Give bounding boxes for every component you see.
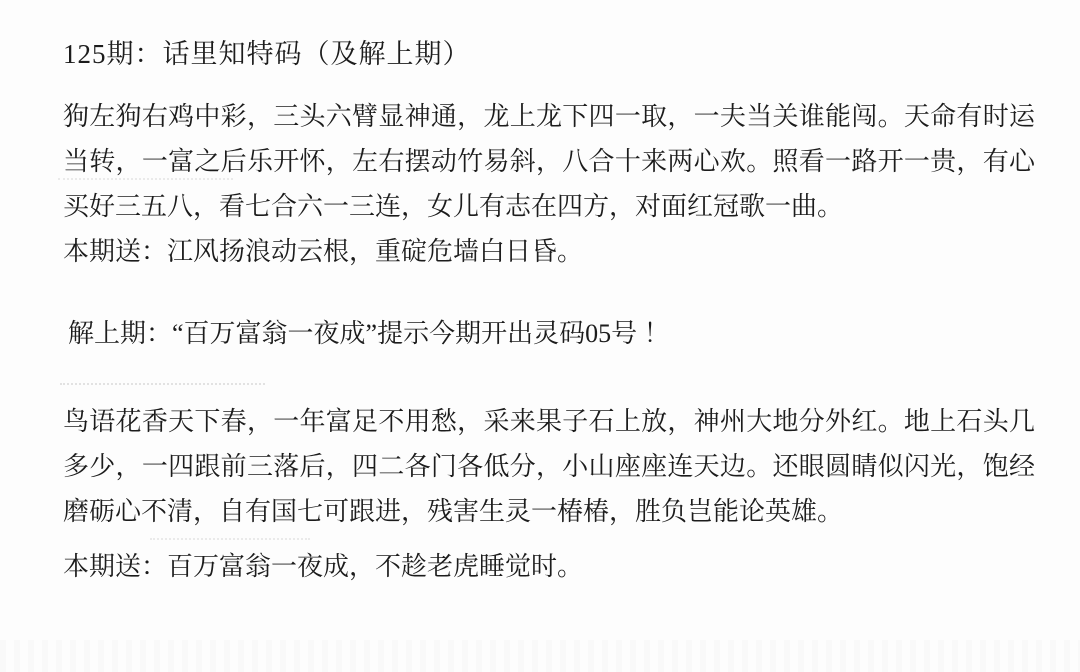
scan-noise-band: [0, 640, 1080, 672]
gift-line-2: 本期送：百万富翁一夜成，不趁老虎睡觉时。: [63, 552, 584, 581]
previous-issue-hint: 解上期：“百万富翁一夜成”提示今期开出灵码05号 ！: [68, 319, 670, 348]
riddle-section-2: [63, 399, 1035, 589]
gift-line-1: 本期送：江风扬浪动云根，重碇危墙白日昏。: [63, 237, 584, 266]
scan-artifact: [60, 383, 265, 385]
riddle-poem-2: 鸟语花香天下春，一年富足不用愁，采来果子石上放，神州大地分外红。地上石头几多少，一四跟前三落后，四二各门各低分，小山座座连天边。还眼圆睛似闪光，饱经磨砺心不清，自有国七可跟进，残害生灵一椿椿，胜负岂能论英雄。: [63, 407, 1035, 526]
page-title: 125期：话里知特码（及解上期）: [63, 39, 471, 69]
riddle-poem-1: 狗左狗右鸡中彩，三头六臂显神通，龙上龙下四一取，一夫当关谁能闯。天命有时运当转，一富之后乐开怀，左右摆动竹易斜，八合十来两心欢。照看一路开一贵，有心买好三五八，看七合六一三连，女儿有志在四方，对面红冠歌一曲。: [63, 102, 1035, 221]
riddle-section-1: [63, 94, 1035, 274]
